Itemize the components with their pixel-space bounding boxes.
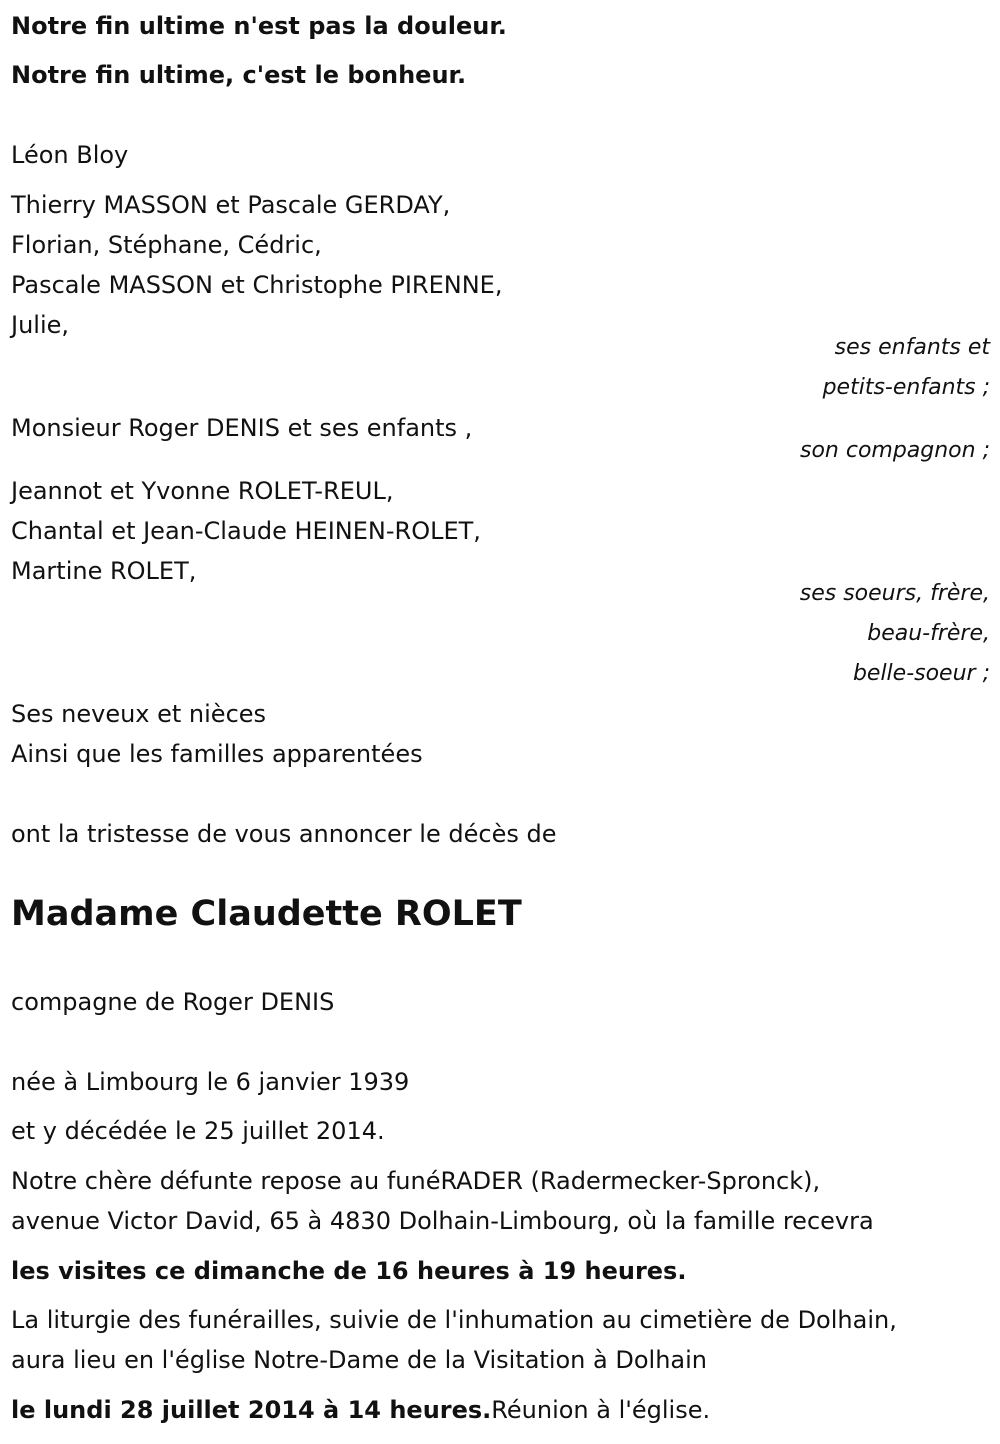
children-name-1: Thierry MASSON et Pascale GERDAY, — [11, 191, 451, 219]
visits-line: les visites ce dimanche de 16 heures à 19 heures. — [11, 1257, 687, 1285]
quote-author: Léon Bloy — [11, 141, 129, 169]
birth-line: née à Limbourg le 6 janvier 1939 — [11, 1068, 410, 1096]
rest-line-1: Notre chère défunte repose au funéRADER (Radermecker-Spronck), — [11, 1167, 821, 1195]
children-name-4: Julie, — [11, 311, 70, 339]
death-line: et y décédée le 25 juillet 2014. — [11, 1117, 385, 1145]
funeral-date: le lundi 28 juillet 2014 à 14 heures. — [11, 1396, 492, 1424]
deceased-subtitle: compagne de Roger DENIS — [11, 988, 335, 1016]
liturgy-line-2: aura lieu en l'église Notre-Dame de la Visitation à Dolhain — [11, 1346, 707, 1374]
sibling-name-1: Jeannot et Yvonne ROLET-REUL, — [11, 477, 394, 505]
meeting-note: Réunion à l'église. — [491, 1396, 711, 1424]
children-name-3: Pascale MASSON et Christophe PIRENNE, — [11, 271, 503, 299]
funeral-line — [11, 1394, 710, 1426]
rest-line-2: avenue Victor David, 65 à 4830 Dolhain-Limbourg, où la famille recevra — [11, 1207, 874, 1235]
others-line-2: Ainsi que les familles apparentées — [11, 740, 423, 768]
quote-line-2: Notre fin ultime, c'est le bonheur. — [11, 61, 467, 89]
sibling-relation-1: ses soeurs, frère, — [799, 581, 990, 606]
companion-relation: son compagnon ; — [799, 438, 990, 463]
companion-name: Monsieur Roger DENIS et ses enfants , — [11, 414, 473, 442]
announcement: ont la tristesse de vous annoncer le décès de — [11, 820, 557, 848]
children-relation-1: ses enfants et — [834, 335, 990, 360]
quote-line-1: Notre fin ultime n'est pas la douleur. — [11, 12, 507, 40]
liturgy-line-1: La liturgie des funérailles, suivie de l'inhumation au cimetière de Dolhain, — [11, 1306, 897, 1334]
sibling-name-2: Chantal et Jean-Claude HEINEN-ROLET, — [11, 517, 481, 545]
sibling-name-3: Martine ROLET, — [11, 557, 197, 585]
others-line-1: Ses neveux et nièces — [11, 700, 267, 728]
children-name-2: Florian, Stéphane, Cédric, — [11, 231, 322, 259]
deceased-name: Madame Claudette ROLET — [11, 894, 522, 934]
children-relation-2: petits-enfants ; — [822, 375, 990, 400]
sibling-relation-3: belle-soeur ; — [852, 661, 990, 686]
sibling-relation-2: beau-frère, — [867, 621, 990, 646]
